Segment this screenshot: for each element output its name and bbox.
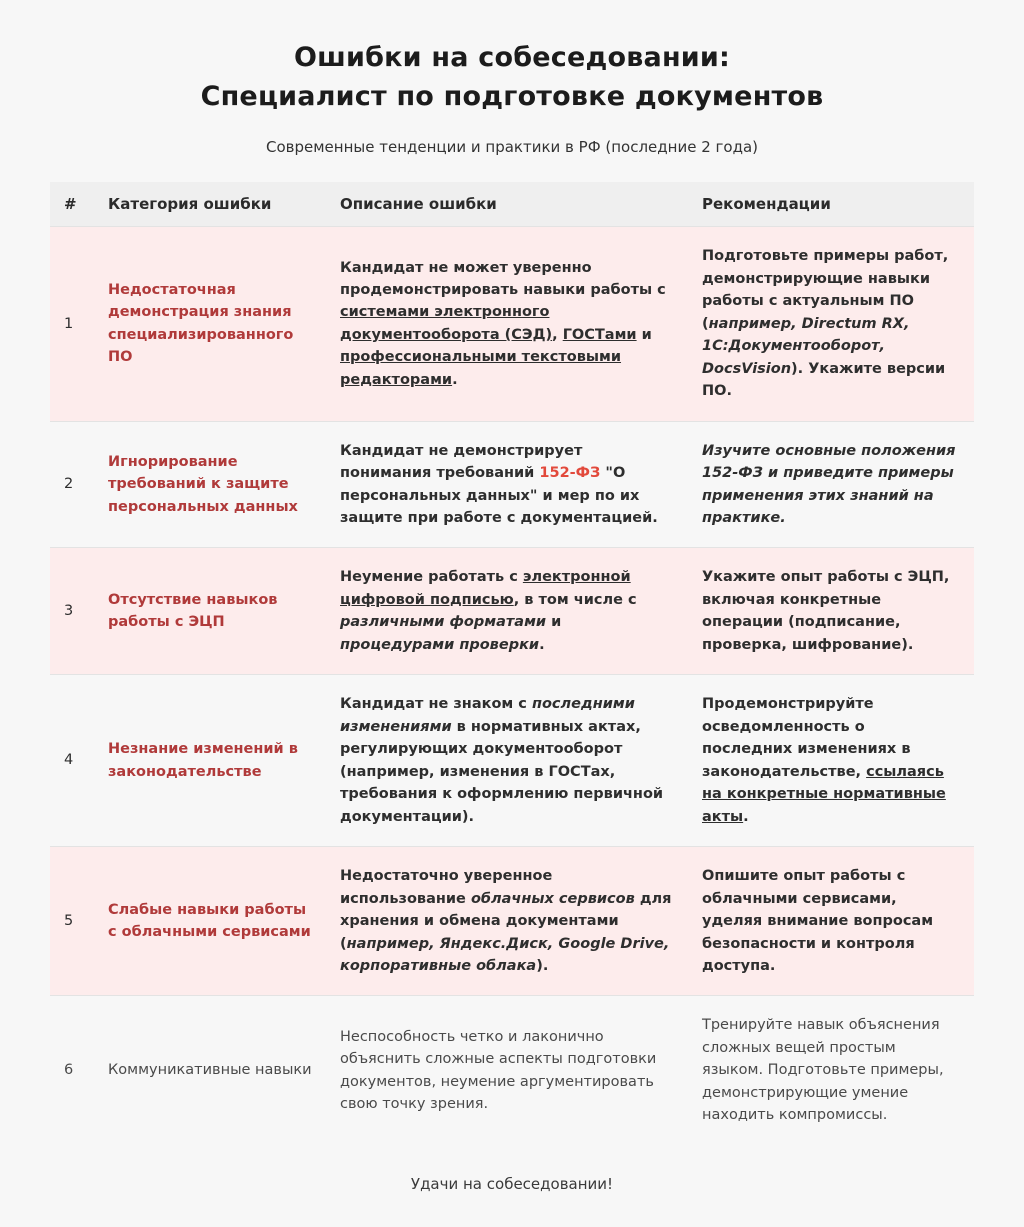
column-header-1: Категория ошибки [94,182,326,227]
recommendation-cell [688,847,974,996]
text-segment: ). [536,958,549,974]
text-segment: системами электронного документооборота (СЭД) [340,304,553,343]
description-cell [326,548,688,675]
column-header-3: Рекомендации [688,182,974,227]
text-segment: "О персональных данных" и мер по их защите при работе с документацией. [340,465,658,526]
text-segment: Укажите опыт работы с ЭЦП, включая конкретные операции (подписание, проверка, шифрование). [702,569,950,653]
category-cell: Игнорирование требований к защите персональных данных [94,421,326,548]
recommendation-cell [688,996,974,1145]
row-number: 5 [50,847,94,996]
text-segment: ссылаясь на конкретные нормативные акты [702,763,946,825]
text-segment: Тренируйте навык объяснения сложных вещей простым языком. Подготовьте примеры, демонстрирующие умение находить компромиссы. [702,1017,944,1124]
category-cell: Коммуникативные навыки [94,996,326,1145]
text-segment: Неспособность четко и лаконично объяснить сложные аспекты подготовки документов, неумение аргументировать свою точку зрения. [340,1028,657,1113]
text-segment: , [552,326,563,343]
text-segment: Кандидат не может уверенно продемонстрировать навыки работы с [340,259,666,298]
text-segment: , в том числе с [513,591,637,608]
text-segment: электронной цифровой подписью [340,569,631,608]
text-segment: например, Яндекс.Диск, Google Drive, корпоративные облака [340,935,670,974]
text-segment: и [546,614,562,631]
text-segment: . [539,636,545,653]
text-segment: последними изменениями [340,696,635,735]
text-segment: Продемонстрируйте осведомленность о последних изменениях в законодательстве, [702,696,911,780]
page-subtitle: Современные тенденции и практики в РФ (последние 2 года) [266,138,758,157]
category-cell: Отсутствие навыков работы с ЭЦП [94,548,326,675]
recommendation-cell [688,548,974,675]
column-header-2: Описание ошибки [326,182,688,227]
text-segment: Недостаточно уверенное использование [340,868,553,907]
text-segment: процедурами проверки [340,636,540,653]
text-segment: Неумение работать с [340,569,523,586]
row-number: 4 [50,675,94,847]
category-cell: Слабые навыки работы с облачными сервисами [94,847,326,996]
description-cell [326,421,688,548]
text-segment: например, Directum RX, 1С:Документооборот, DocsVision [702,315,910,377]
table-header-row [50,182,974,227]
description-cell [326,227,688,421]
row-number: 6 [50,996,94,1145]
category-cell: Недостаточная демонстрация знания специализированного ПО [94,227,326,421]
row-number: 3 [50,548,94,675]
description-cell [326,675,688,847]
text-segment: 152-ФЗ [539,465,601,482]
text-segment: Кандидат не демонстрирует понимания требований [340,442,583,482]
table-row [50,421,974,548]
text-segment: Изучите основные положения 152-ФЗ и приведите примеры применения этих знаний на практике. [702,442,956,526]
category-cell: Незнание изменений в законодательстве [94,675,326,847]
page-title-line1: Ошибки на собеседовании: [293,42,731,73]
text-segment: . [743,808,749,825]
page-title-line2: Специалист по подготовке документов [200,81,824,113]
table-row [50,227,974,421]
table-row [50,996,974,1145]
table-row [50,548,974,675]
recommendation-cell [688,227,974,421]
text-segment: ГОСТами [562,326,637,343]
recommendation-cell [688,421,974,548]
errors-table [50,182,974,1145]
text-segment: Опишите опыт работы с облачными сервисами, уделяя внимание вопросам безопасности и контроля доступа. [702,868,934,974]
text-segment: различными форматами [340,614,547,631]
table-row [50,675,974,847]
text-segment: Кандидат не знаком с [340,696,532,713]
text-segment: . [452,371,458,388]
text-segment: ). Укажите версии ПО. [702,360,946,400]
description-cell [326,996,688,1145]
row-number: 2 [50,421,94,548]
text-segment: облачных сервисов [470,890,635,907]
text-segment: Подготовьте примеры работ, демонстрирующие навыки работы с актуальным ПО ( [702,248,949,332]
column-header-0: # [50,182,94,227]
text-segment: в нормативных актах, регулирующих документооборот (например, изменения в ГОСТах, требования к оформлению первичной документации). [340,718,664,825]
recommendation-cell [688,675,974,847]
page-footer: Удачи на собеседовании! [410,1174,614,1193]
text-segment: для хранения и обмена документами ( [340,890,672,952]
row-number: 1 [50,227,94,421]
text-segment: и [636,326,652,343]
text-segment: профессиональными текстовыми редакторами [340,349,622,388]
description-cell [326,847,688,996]
page-title [50,38,974,116]
table-row [50,847,974,996]
